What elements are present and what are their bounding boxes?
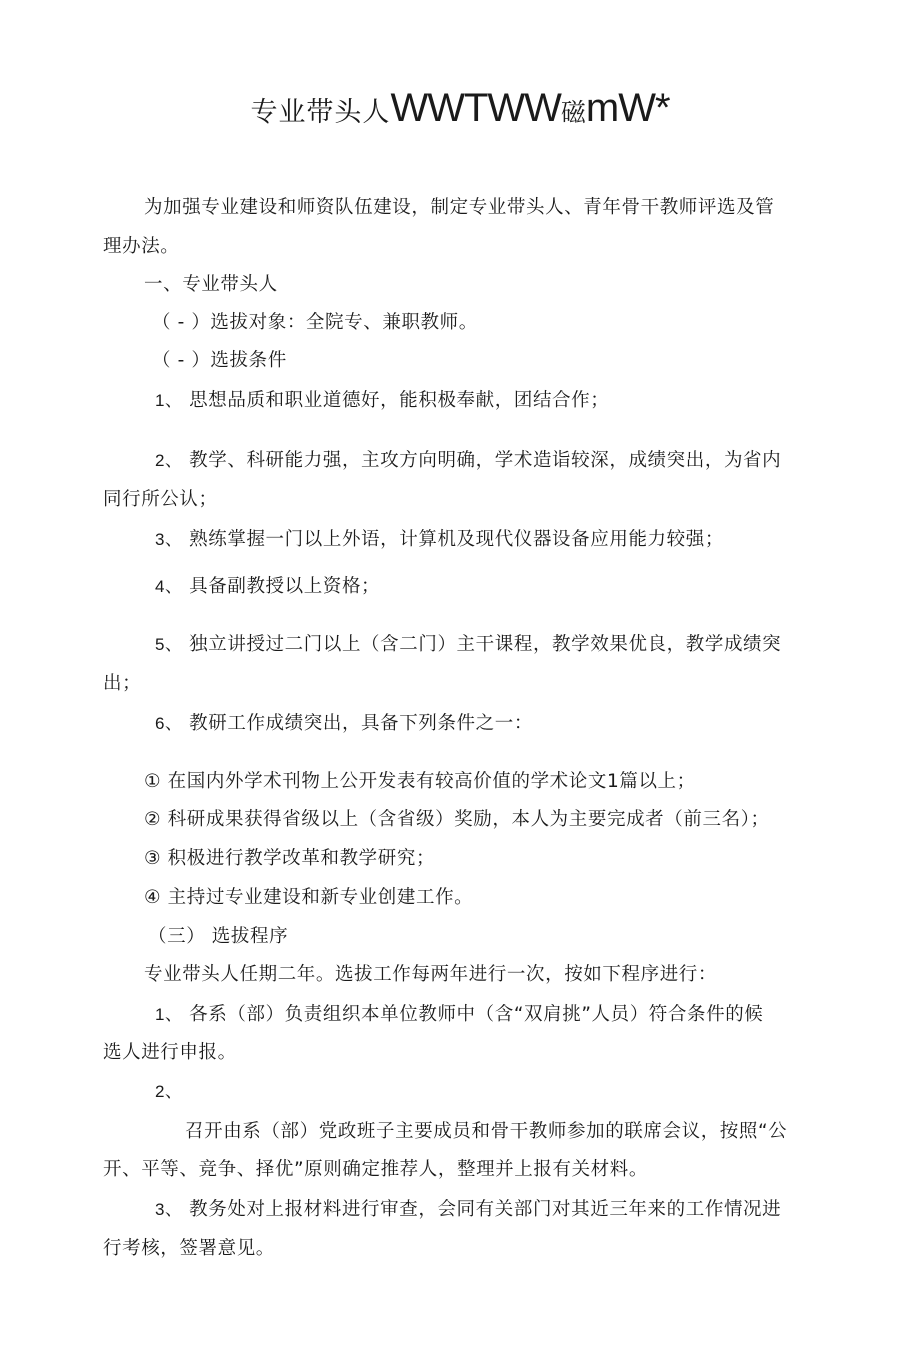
item-text: 独立讲授过二门以上（含二门）主干课程，教学效果优良，教学成绩突 <box>189 634 782 655</box>
item-number: 3、 <box>155 1200 183 1219</box>
procedure-step-1 <box>155 1003 763 1027</box>
condition-1 <box>155 389 609 413</box>
item-number: 2、 <box>155 451 183 470</box>
intro-line-1: 为加强专业建设和师资队伍建设，制定专业带头人、青年骨干教师评选及管 <box>144 197 775 218</box>
procedure-step-3-cont: 行考核，签署意见。 <box>103 1238 275 1259</box>
item-number: 4、 <box>155 577 183 596</box>
item-text: 熟练掌握一门以上外语，计算机及现代仪器设备应用能力较强； <box>189 529 724 550</box>
item-number: 2、 <box>155 1082 183 1101</box>
item-number: 3、 <box>155 530 183 549</box>
title-latin: WWTWW <box>390 86 561 130</box>
procedure-step-2: 召开由系（部）党政班子主要成员和骨干教师参加的联席会议，按照“公 <box>185 1121 788 1142</box>
condition-5-cont: 出； <box>103 673 142 694</box>
condition-4 <box>155 575 380 599</box>
condition-5 <box>155 633 781 657</box>
sub-condition-1: ① 在国内外学术刊物上公开发表有较高价值的学术论文1篇以上； <box>144 771 696 792</box>
condition-6 <box>155 712 533 736</box>
title-chinese: 专业带头人 <box>250 97 391 128</box>
condition-2 <box>155 449 781 473</box>
item-text: 教研工作成绩突出，具备下列条件之一： <box>189 713 533 734</box>
sub-condition-2: ② 科研成果获得省级以上（含省级）奖励，本人为主要完成者（前三名）； <box>144 809 770 830</box>
item-number: 1、 <box>155 391 183 410</box>
section-heading-1: 一、专业带头人 <box>144 274 278 295</box>
item-text: 教学、科研能力强，主攻方向明确，学术造诣较深，成绩突出，为省内 <box>189 450 782 471</box>
subsection-selection-procedure: （三） 选拔程序 <box>148 926 289 947</box>
procedure-intro: 专业带头人任期二年。选拔工作每两年进行一次，按如下程序进行： <box>144 964 718 985</box>
procedure-step-1-cont: 选人进行申报。 <box>103 1042 237 1063</box>
item-number: 6、 <box>155 714 183 733</box>
item-number: 5、 <box>155 635 183 654</box>
item-text: 思想品质和职业道德好，能积极奉献，团结合作； <box>189 390 610 411</box>
intro-line-2: 理办法。 <box>103 236 180 257</box>
procedure-step-3 <box>155 1198 781 1222</box>
page-title <box>0 86 920 131</box>
title-chinese-2: 磁 <box>560 98 586 127</box>
title-tail: mW* <box>585 86 670 130</box>
item-number: 1、 <box>155 1005 183 1024</box>
condition-3 <box>155 528 724 552</box>
item-text: 教务处对上报材料进行审查，会同有关部门对其近三年来的工作情况进 <box>189 1199 782 1220</box>
subsection-selection-conditions: （ - ）选拔条件 <box>152 350 287 371</box>
sub-condition-3: ③ 积极进行教学改革和教学研究； <box>144 848 436 869</box>
subsection-selection-target: （ - ）选拔对象：全院专、兼职教师。 <box>152 312 478 333</box>
condition-2-cont: 同行所公认； <box>103 489 218 510</box>
sub-condition-4: ④ 主持过专业建设和新专业创建工作。 <box>144 887 474 908</box>
procedure-step-2-number <box>155 1080 183 1104</box>
procedure-step-2-cont: 开、平等、竞争、择优”原则确定推荐人，整理并上报有关材料。 <box>103 1159 648 1180</box>
item-text: 具备副教授以上资格； <box>189 576 381 597</box>
item-text: 各系（部）负责组织本单位教师中（含“双肩挑”人员）符合条件的候 <box>189 1004 764 1025</box>
